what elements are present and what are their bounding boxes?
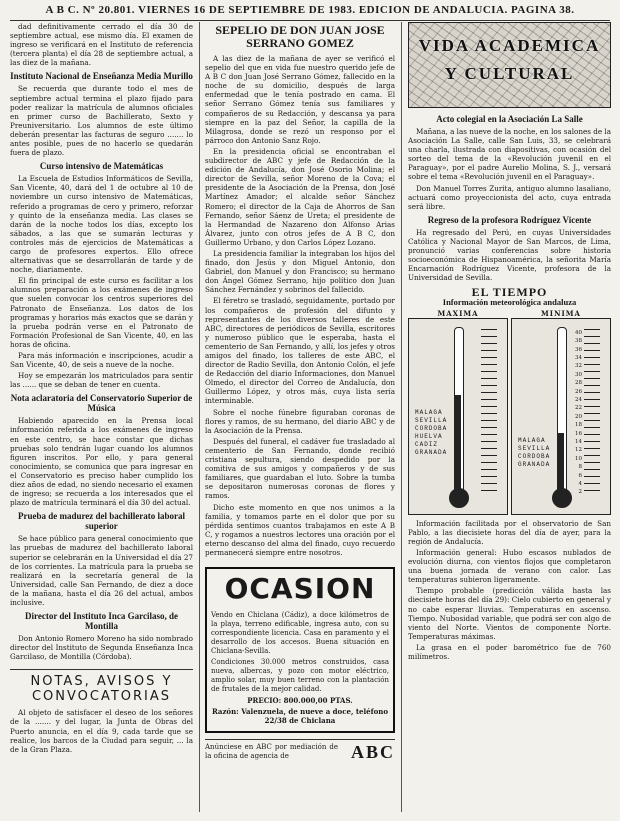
scale-number: 38: [575, 338, 582, 345]
vida-academica-banner: [408, 22, 611, 108]
minima-label: MINIMA: [541, 308, 581, 318]
thermometer-maxima: [408, 309, 508, 515]
scale-number: 6: [578, 472, 582, 479]
paragraph: Ha regresado del Perú, en cuyas Universidades Católica y Nacional Mayor de San Marcos, de Lima, pronunció varias conferencias sobre historia socioeconómica de Hispanoamérica, la señorita María Encarnación Rodríguez Vicente, profesora de la Universidad de Sevilla.: [408, 227, 611, 283]
paragraph: La presidencia familiar la integraban los hijos del finado, don Jesús y don Miguel Antonio, don Gabriel, don Manuel y don Francisco; su hermano don Ángel Gómez Serrano, hijo político don Juan Sánchez Fernández y sobrinos del fallecido.: [205, 248, 395, 295]
abc-logo: ABC: [350, 741, 395, 762]
thermometer-bulb: [449, 488, 469, 508]
paragraph: Don Manuel Torres Zurita, antiguo alumno lasaliano, actuará como proyeccionista del acto, cuya entrada será libre.: [408, 183, 611, 211]
paragraph: A las diez de la mañana de ayer se verificó el sepelio del que en vida fue nuestro querido jefe de A B C don Juan José Serrano Gómez, fallecido en la noche de su domicilio, después de larga enfermedad que le tenía postrado en cama. El señor Serrano Gómez tenía sus familiares y compañeros de su Redacción, y descansa ya para siempre en la paz del Señor, la capilla de la Milagrosa, donde se rezó un responso por el párroco don Antonio Sanz Rojo.: [205, 54, 395, 145]
paragraph: Dicho este momento en que nos unimos a la familia, y tomamos parte en el dolor que por su pérdida sentimos cuantos trabajamos en este A B C, y rogamos a nuestros lectores una oración por el eterno descanso del alma del finado, cuyo recuerdo permanecerá siempre entre nosotros.: [205, 502, 395, 557]
thermometer-fill-minima: [558, 433, 564, 494]
heading-matematicas: Curso intensivo de Matemáticas: [39, 161, 164, 172]
scale-number: 12: [575, 447, 582, 454]
thermometer-bulb: [552, 488, 572, 508]
paragraph: Al objeto de satisfacer el deseo de los señores de la ....... y del lugar, la Junta de Obras del Puerto anuncia, en el día 9, cada tarde que se realice, los barcos de la Ciudad para seguir, ... la de la Gran Plaza.: [10, 708, 193, 754]
city-label: SEVILLA: [518, 444, 551, 452]
minima-cities: [518, 437, 550, 469]
scale-number: 14: [575, 438, 582, 445]
paragraph: Información facilitada por el observatorio de San Pablo, a las diecisiete horas del día de ayer, para la región de Andalucía.: [408, 518, 611, 546]
paragraph: En la presidencia oficial se encontraban el subdirector de ABC y jefe de Redacción de la edición de Andalucía, don José Osorio Molina; el director de Sevilla, señor Moreno de la Cova; el presidente de la Asociación de la Prensa, don José Martínez Amador; el alcalde señor Sánchez Romero; el director de la Caja de Ahorros de San Fernando, señor Sáenz de Ureta; el presidente de la Hermandad de Nazareno don Alfonso Arias Álvarez, junto con otros jefes de A B C, don Guillermo Urbano, y don Carlos López Lozano.: [205, 146, 395, 247]
heading-rodriguez-vicente: Regreso de la profesora Rodríguez Vicente: [427, 214, 592, 225]
city-label: GRANADA: [415, 448, 448, 456]
scale-number: 40: [575, 329, 582, 336]
column-1: [10, 22, 193, 812]
ad-footer: [205, 739, 395, 761]
heading-la-salle: Acto colegial en la Asociación La Salle: [436, 114, 583, 124]
paragraph: Hoy se empezarán los matriculados para sentir las ...... que se deban de tener en cuenta.: [10, 371, 193, 390]
notas-heading: NOTAS, AVISOS Y CONVOCATORIAS: [10, 669, 193, 704]
paragraph: La grasa en el poder barométrico fue de 760 milímetros.: [408, 642, 611, 661]
ad-text: Vendo en Chiclana (Cádiz), a doce kilómetros de la playa, terreno edificable, ingresa auto, con su correspondiente licencia. Casa en paramento y el desarrollo de los accesos. Buena situación en Chiclana-Sevilla.: [211, 611, 389, 656]
scale-number: 32: [575, 363, 582, 370]
heading-instituto-murillo: Instituto Nacional de Enseñanza Media Murillo: [10, 71, 193, 82]
thermometer-box: [408, 318, 508, 515]
scale-number: 28: [575, 380, 582, 387]
heading-conservatorio: Nota aclaratoria del Conservatorio Superior de Música: [10, 393, 193, 414]
column-3: [401, 22, 611, 812]
classified-ad: [205, 567, 395, 733]
city-label: MALAGA: [415, 408, 443, 416]
ad-text: Condiciones 30.000 metros construidos, casa nueva, albercas, y pozo con motor eléctrico, amplio solar, muy buen terreno con la plantación de frutales de la mejor calidad.: [211, 658, 389, 694]
scale-number: 26: [575, 388, 582, 395]
city-label: HUELVA: [415, 432, 443, 440]
ad-contact: Razón: Valenzuela, de nueve a doce, teléfono 22/38 de Chiclana: [211, 707, 389, 726]
maxima-cities: [415, 409, 447, 457]
banner-line-1: VIDA ACADEMICA: [418, 36, 601, 55]
paragraph: Tiempo probable (predicción válida hasta las diecisiete horas del día 29): Cielo cubierto en general y no cabe esperar lluvias. Temperaturas en ascenso. Tiempo. Nubosidad variable, que podrá ser con algo de viento del Norte. Vientos de componente Norte. Temperaturas máximas.: [408, 586, 611, 641]
column-2: [199, 22, 395, 812]
thermometer-ticks: [481, 329, 497, 497]
paragraph: Información general: Hubo escasos nublados de evolución diurna, con vientos flojos que completaron una buena jornada de verano con calor. Las temperaturas subieron ligeramente.: [408, 547, 611, 585]
scale-number: 22: [575, 405, 582, 412]
paragraph: Para más información e inscripciones, acudir a San Vicente, 40, de seis a nueve de la noche.: [10, 351, 193, 370]
heading-bachillerato: Prueba de madurez del bachillerato laboral superior: [17, 511, 186, 532]
paragraph: Sobre el noche fúnebre figuraban coronas de flores y ramos, de su hermano, del diario ABC y de la Asociación de la Prensa.: [205, 407, 395, 435]
paragraph: Después del funeral, el cadáver fue trasladado al cementerio de San Fernando, donde recibió cristiana sepultura, siendo despedido por la comitiva de sus amigos y compañeros y de sus familiares, que guardaban el luto. Sobre la tumba se depositaron numerosas coronas de flores y ramos.: [205, 436, 395, 501]
thermometers: [408, 309, 611, 515]
tiempo-subtitle: Información meteorológica andaluza: [442, 296, 577, 307]
tiempo-title: EL TIEMPO: [471, 285, 548, 300]
heading-sepelio: SEPELIO DE DON JUAN JOSE SERRANO GOMEZ: [215, 23, 385, 50]
city-label: CORDOBA: [518, 452, 551, 460]
scale-number: 34: [575, 354, 582, 361]
scale-number: 24: [575, 396, 582, 403]
scale-number: 18: [575, 422, 582, 429]
city-label: CADIZ: [415, 440, 439, 448]
thermometer-ticks: [584, 329, 600, 497]
banner-line-2: Y CULTURAL: [444, 64, 575, 83]
city-label: GRANADA: [518, 460, 551, 468]
thermometer-minima: [511, 309, 611, 515]
paragraph: Habiendo aparecido en la Prensa local información referida a los exámenes de ingreso en este centro, se hace constar que dichas pruebas solo tendrán lugar cuando los alumnos figuren inscritos. Por ello, y para general conocimiento, se comunica que para ingresar en el Conservatorio es preciso haber cumplido los diez años de edad, no siendo necesario el examen de ingreso; se recuerda a los interesados que el plazo de matrícula terminará el día 30 del actual.: [10, 416, 193, 508]
city-label: MALAGA: [518, 436, 546, 444]
scale-number: 30: [575, 371, 582, 378]
page-header: A B C. Nº 20.801. VIERNES 16 DE SEPTIEMBRE DE 1983. EDICION DE ANDALUCIA. PAGINA 38.: [10, 4, 610, 21]
thermometer-box: [511, 318, 611, 515]
thermometer-fill-maxima: [455, 395, 461, 494]
ad-price: PRECIO: 800.000,00 PTAS.: [247, 696, 353, 706]
paragraph: El fin principal de este curso es facilitar a los alumnos preparación a los exámenes de ingreso que suelen convocar los centros superiores del Patronato de Enseñanza. Los datos de los programas y horarios más exactos que se darán y la prueba podrán verse en el Patronato de Formación Profesional de San Vicente, 40, en las horas de oficina.: [10, 276, 193, 349]
paragraph: Se recuerda que durante todo el mes de septiembre actual termina el plazo fijado para poder realizar la matrícula de alumnos oficiales en primer curso de Bachillerato, Sexto y Preuniversitario. Los alumnos de este último deberán presentar las facturas de seguro ....... lo antes posible, pues de no hacerlo se quedarán fuera de plazo.: [10, 84, 193, 158]
scale-number: 36: [575, 346, 582, 353]
thermometer-scale: [575, 329, 582, 497]
paragraph: Mañana, a las nueve de la noche, en los salones de la Asociación La Salle, calle San Luis, 33, se celebrará una charla, ilustrada con diapositivas, con ocasión del sorteo del tema de la «Revolución juvenil en el Paraguay», por el padre Aurelio Molina, S. J., versará sobre el tema «Revolución juvenil en el Paraguay».: [408, 127, 611, 182]
paragraph: La Escuela de Estudios Informáticos de Sevilla, San Vicente, 40, dará del 1 de octubre al 10 de noviembre un curso intensivo de Matemáticas, referido a programas de cero y primero, reforzar y quinto de la enseñanza media. Las clases se darán de la noche todos los días, excepto los sábados, a las que se sumarán lecturas y controles más de ejercicios de Matemáticas a cargo de profesores expertos. Ello ofrece alternativas que se desarrollarán de tarde y de noche, diariamente.: [10, 174, 193, 275]
paragraph: El féretro se trasladó, seguidamente, portado por los compañeros de profesión del difunto y representantes de los diversos talleres de este ABC, directores de periódicos de Sevilla, escritores y numeroso público que le esperaba, hasta el cementerio de San Fernando, y allí, los jefes y otros amigos del finado, los talleres de este ABC, el director de Radio Sevilla, don Antonio Colón, el jefe de Redacción del diario Informaciones, don Manuel Olmedo, el director del Correo de Andalucía, don Guillermo López, y otros más, cuya lista sería interminable.: [205, 296, 395, 406]
paragraph: Don Antonio Romero Moreno ha sido nombrado director del Instituto de Segunda Enseñanza Inca Garcilaso, de Montilla (Córdoba).: [10, 634, 193, 662]
scale-number: 2: [578, 489, 582, 496]
city-label: CORDOBA: [415, 424, 448, 432]
ad-footer-text: Anúnciese en ABC por mediación de la oficina de agencia de: [205, 743, 338, 761]
scale-number: 10: [575, 455, 582, 462]
maxima-label: MAXIMA: [437, 308, 479, 318]
scale-number: 20: [575, 413, 582, 420]
scale-number: 4: [578, 481, 582, 487]
heading-inca-garcilaso: Director del Instituto Inca Garcilaso, de Montilla: [25, 611, 178, 632]
intro-text: dad definitivamente cerrado el día 30 de septiembre actual, ese mismo día. El examen de ingreso se verificará en el Instituto de referencia (tercera planta) el día 28 de septiembre actual, a las diez de la mañana.: [10, 22, 193, 68]
ad-title: OCASION: [224, 572, 376, 606]
scale-number: 8: [578, 464, 582, 471]
city-label: SEVILLA: [415, 416, 448, 424]
paragraph: Se hace público para general conocimiento que las pruebas de madurez del bachillerato laboral superior se celebrarán en la Universidad el día 27 de los corrientes. La matrícula para la prueba se realizará en la secretaría general de la Universidad, calle San Fernando, de diez a doce de la mañana, hasta el día 26 del actual, ambos inclusive.: [10, 534, 193, 607]
scale-number: 16: [575, 430, 582, 437]
